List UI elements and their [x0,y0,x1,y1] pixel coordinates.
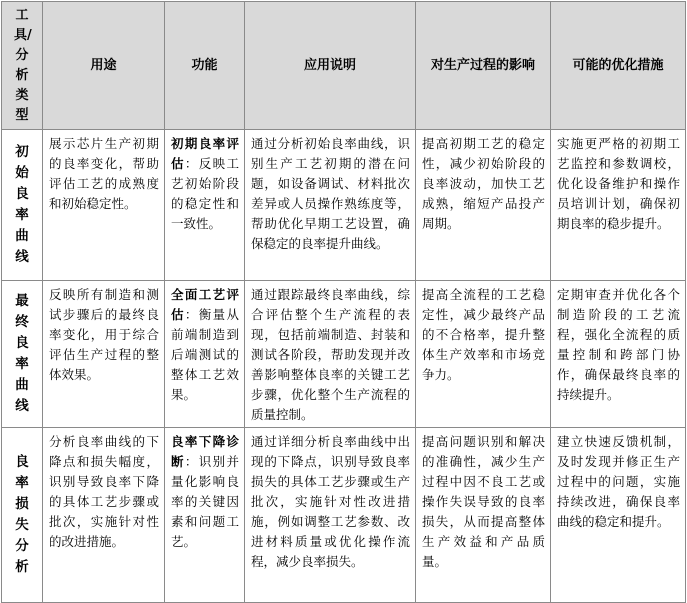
function-title: 良率下降诊断 [171,434,239,469]
header-tool-type: 工具/分析类型 [2,2,43,130]
cell-optimization: 定期审查并优化各个制造阶段的工艺流程，强化全流程的质量控制和跨部门协作，确保最终良率的持续提升。 [551,281,686,428]
cell-impact: 提高初期工艺的稳定性，减少初始阶段的良率波动，加快工艺成熟，缩短产品投产周期。 [416,130,551,281]
function-text: ：识别并量化影响良率的关键因素和问题工艺。 [171,454,239,549]
header-application: 应用说明 [245,2,416,130]
cell-purpose: 分析良率曲线的下降点和损失幅度，识别导致良率下降的具体工艺步骤或批次，实施针对性的改进措施。 [43,428,165,603]
cell-function [165,281,245,428]
header-impact: 对生产过程的影响 [416,2,551,130]
cell-optimization: 建立快速反馈机制，及时发现并修正生产过程中的问题，实施持续改进，确保良率曲线的稳定和提升。 [551,428,686,603]
comparison-table [1,1,686,603]
cell-purpose: 展示芯片生产初期的良率变化，帮助评估工艺的成熟度和初始稳定性。 [43,130,165,281]
row-type: 初始良率曲线 [2,130,43,281]
cell-application: 通过跟踪最终良率曲线，综合评估整个生产流程的表现，包括前端制造、封装和测试各阶段，帮助发现并改善影响整体良率的关键工艺步骤，优化整个生产流程的质量控制。 [245,281,416,428]
function-title: 全面工艺评估 [171,287,239,322]
cell-function [165,130,245,281]
cell-function [165,428,245,603]
function-title: 初期良率评估 [171,136,239,171]
cell-application: 通过详细分析良率曲线中出现的下降点，识别导致良率损失的具体工艺步骤或生产批次，实施针对性改进措施，例如调整工艺参数、改进材料质量或优化操作流程，减少良率损失。 [245,428,416,603]
header-row [2,2,686,130]
table-row [2,130,686,281]
cell-optimization: 实施更严格的初期工艺监控和参数调校，优化设备维护和操作员培训计划，确保初期良率的稳步提升。 [551,130,686,281]
header-purpose: 用途 [43,2,165,130]
header-optimization: 可能的优化措施 [551,2,686,130]
table-row [2,281,686,428]
row-type: 最终良率曲线 [2,281,43,428]
function-text: ：衡量从前端制造到后端测试的整体工艺效果。 [171,307,239,402]
cell-impact: 提高全流程的工艺稳定性，减少最终产品的不合格率，提升整体生产效率和市场竞争力。 [416,281,551,428]
table-row [2,428,686,603]
header-function: 功能 [165,2,245,130]
cell-purpose: 反映所有制造和测试步骤后的最终良率变化，用于综合评估生产过程的整体效果。 [43,281,165,428]
function-text: ：反映工艺初始阶段的稳定性和一致性。 [171,156,239,231]
cell-impact: 提高问题识别和解决的准确性，减少生产过程中因不良工艺或操作失误导致的良率损失，从而提高整体生产效益和产品质量。 [416,428,551,603]
cell-application: 通过分析初始良率曲线，识别生产工艺初期的潜在问题，如设备调试、材料批次差异或人员操作熟练度等，帮助优化早期工艺设置，确保稳定的良率提升曲线。 [245,130,416,281]
row-type: 良率损失分析 [2,428,43,603]
